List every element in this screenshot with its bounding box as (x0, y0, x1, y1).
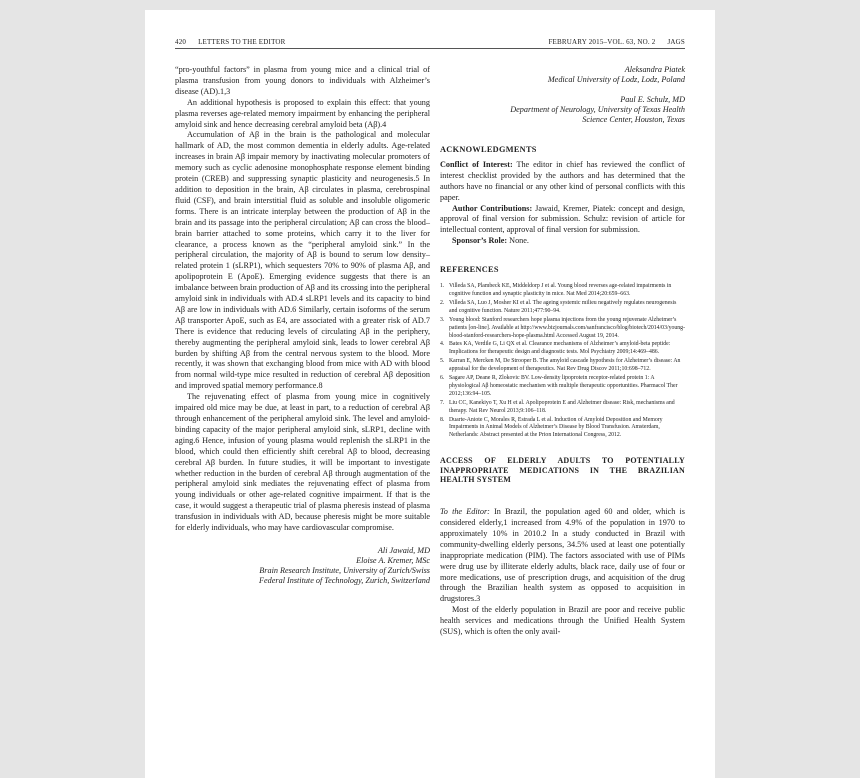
reference-text: Bates KA, Verdile G, Li QX et al. Clearance mechanisms of Alzheimer’s amyloid-beta peptide: Implications for therapeutic design and diagnostic tests. Mol Psychiatry 2009;14:469–486. (449, 341, 671, 356)
reference-item: 7. Liu CC, Kanekiyo T, Xu H et al. Apolipoprotein E and Alzheimer disease: Risk, mechanisms and therapy. Nat Rev Neurol 2013;9:106–118. (440, 400, 685, 416)
contributions-text: Jawaid, Kremer, Piatek: concept and design, approval of final version for submission. Schulz: revision of article for intellectual content, approval of final version for submission. (440, 203, 685, 235)
signature-line: Science Center, Houston, Texas (582, 115, 685, 124)
signature-line: Eloise A. Kremer, MSc (356, 555, 430, 565)
author-signature (440, 95, 685, 125)
author-contributions (440, 204, 685, 237)
reference-item: 1. Villeda SA, Plambeck KE, Middeldorp J et al. Young blood reverses age-related impairments in cognitive function and synaptic plasticity in mice. Nat Med 2014;20:659–663. (440, 283, 685, 299)
reference-text: Karran E, Mercken M, De Strooper B. The amyloid cascade hypothesis for Alzheimer’s disease: An appraisal for the development of therapeutics. Nat Rev Drug Discov 2011;10:698–712. (449, 358, 681, 373)
left-column (175, 65, 430, 586)
reference-text: Duarte-Aniote C, Morales R, Estrada L et al. Induction of Amyloid Deposition and Memory Impairments in Animal Models of Alzheimer’s Disease by Blood Transfusion. Amsterdam, Netherlands: Abstract presented at the Prion International Congress, 2012. (449, 416, 663, 439)
signature-line: Department of Neurology, University of Texas Health (510, 105, 685, 114)
paragraph: Accumulation of Aβ in the brain is the pathological and molecular hallmark of AD, the most common dementia in elderly adults. Age-related increases in brain Aβ impair memory by inactivating molecular promoters of memory such as cyclic adenosine monophosphate response element binding protein (CREB) and suppressing synaptic plasticity and neurogenesis.5 In addition to deposition in the brain, Aβ circulates in plasma, cerebrospinal fluid (CSF), and brain interstitial fluid as soluble and insoluble oligomeric forms. There is an intricate interplay between the production of Aβ in the brain and its passage into the peripheral circulation; Aβ can cross the blood–brain barrier attached to some proteins, which carry it to the liver for clearance, a process known as the “peripheral amyloid sink.” In the peripheral circulation, the majority of Aβ is bound to serum low density–related protein 1 (sLRP1), which sequesters 70% to 90% of plasma Aβ, and apolipoprotein E (ApoE). Emerging evidence suggests that there is an imbalance between brain production of Aβ and its crossing into the peripheral amyloid sink in individuals with AD.4 sLRP1 levels and its capacity to bind Aβ are low in individuals with AD.6 Similarly, certain isoforms of the serum Aβ transporter ApoE, such as E4, are associated with a greater risk of AD.7 There is evidence that reducing levels of circulating Aβ in the periphery, thereby augmenting the peripheral amyloid sink, leads to lower cerebral Aβ burden by shifting Aβ from the central nervous system to the blood. More recently, it was shown that exchanging blood from mice with AD with blood from normal wild-type mice resulted in reduction of cerebral Aβ deposition and improved spatial memory performance.8 (175, 130, 430, 391)
signature-line: Aleksandra Piatek (624, 65, 685, 74)
reference-item: 6. Sagare AP, Deane R, Zlokovic BV. Low-density lipoprotein receptor-related protein 1: A physiological Aβ homeostatic mechanism with multiple therapeutic opportunities. Pharmacol Ther 2012;136:94–105. (440, 375, 685, 399)
reference-text: Sagare AP, Deane R, Zlokovic BV. Low-density lipoprotein receptor-related protein 1: A physiological Aβ homeostatic mechanism with multiple therapeutic opportunities. Pharmacol Ther 2012;136:94–105. (449, 375, 678, 397)
issue-info: FEBRUARY 2015–VOL. 63, NO. 2 (548, 38, 656, 46)
article-text: In Brazil, the population aged 60 and older, which is considered elderly,1 increased from 4.9% of the population in 1970 to approximately 10% in 2010.2 In a study conducted in Brazil with community-dwelling elderly persons, 34.5% used at least one potentially inappropriate medication (PIM). The factors associated with use of PIMs were drug use by illiterate elderly adults, black race, daily use of four or more medications, use of prescription drugs, and acquisition of the drug through the Brazilian health system as opposed to acquisition in drugstores.3 (440, 507, 685, 604)
conflict-of-interest (440, 160, 685, 204)
signature-line: Paul E. Schulz, MD (620, 95, 685, 104)
reference-text: Villeda SA, Plambeck KE, Middeldorp J et al. Young blood reverses age-related impairments in cognitive function and synaptic plasticity in mice. Nat Med 2014;20:659–663. (449, 283, 672, 297)
sponsor-role (440, 236, 685, 247)
reference-text: Villeda SA, Luo J, Mosher KI et al. The ageing systemic milieu negatively regulates neurogenesis and cognitive function. Nature 2011;477:90–94. (449, 299, 677, 314)
reference-item: 4. Bates KA, Verdile G, Li QX et al. Clearance mechanisms of Alzheimer’s amyloid-beta peptide: Implications for therapeutic design and diagnostic tests. Mol Psychiatry 2009;14:469–486. (440, 341, 685, 357)
author-signature (440, 65, 685, 85)
signature-line: Medical University of Lodz, Lodz, Poland (547, 75, 685, 84)
coi-label: Conflict of Interest: (440, 159, 513, 169)
reference-text: Liu CC, Kanekiyo T, Xu H et al. Apolipoprotein E and Alzheimer disease: Risk, mechanisms and therapy. Nat Rev Neurol 2013;9:106–118. (449, 399, 675, 414)
article-title: ACCESS OF ELDERLY ADULTS TO POTENTIALLY INAPPROPRIATE MEDICATIONS IN THE BRAZILIAN HEALTH SYSTEM (440, 456, 685, 485)
reference-item: 2. Villeda SA, Luo J, Mosher KI et al. The ageing systemic milieu negatively regulates neurogenesis and cognitive function. Nature 2011;477:90–94. (440, 300, 685, 316)
author-signature (175, 546, 430, 586)
running-header (175, 38, 685, 49)
journal-page (145, 10, 715, 778)
page-number: 420 (175, 38, 187, 46)
paragraph: The rejuvenating effect of plasma from young mice in cognitively impaired old mice may be due, at least in part, to a reduction of cerebral Aβ through enhancement of the peripheral amyloid sink. The level and amyloid-binding capacity of the major peripheral amyloid sink, sLRP1, decline with aging.6 Hence, infusion of young plasma would replenish the sLRP1 in the blood, which could then efficiently shift cerebral Aβ to blood, decreasing cerebral Aβ burden. In future studies, it will be important to investigate whether reduction in the burden of cerebral Aβ through augmentation of the peripheral amyloid sink mediates the rejuvenating effect of plasma from young individuals or other age-related cognitive impairment. If that is the case, it would suggest a therapeutic trial of plasma pheresis instead of plasma transfusion in individuals with AD, because pheresis might be more suitable for elderly individuals, who may have cardiovascular compromise. (175, 392, 430, 533)
reference-item: 5. Karran E, Mercken M, De Strooper B. The amyloid cascade hypothesis for Alzheimer’s disease: An appraisal for the development of therapeutics. Nat Rev Drug Discov 2011;10:698–712. (440, 358, 685, 374)
article-paragraph (440, 507, 685, 605)
journal-name: JAGS (667, 38, 685, 46)
signature-line: Ali Jawaid, MD (377, 545, 430, 555)
article-paragraph: Most of the elderly population in Brazil are poor and receive public health services and medications through the Unified Health System (SUS), which is often the only avail- (440, 605, 685, 637)
reference-item: 8. Duarte-Aniote C, Morales R, Estrada L et al. Induction of Amyloid Deposition and Memory Impairments in Animal Models of Alzheimer’s Disease by Blood Transfusion. Amsterdam, Netherlands: Abstract presented at the Prion International Congress, 2012. (440, 417, 685, 441)
reference-text: Young blood: Stanford researchers hope plasma injections from the young rejuvenate Alzheimer’s patients [on-line]. Available at http://www.bizjournals.com/sanfrancisco/blog/biotech/2014/03/young-blood-stanford-researchers-hope-plasma.html Accessed August 19, 2014. (449, 316, 686, 339)
sponsor-text: None. (507, 236, 529, 246)
coi-text: The editor in chief has reviewed the conflict of interest checklist provided by the authors and has determined that the authors have no financial or any other kind of personal conflicts with this paper. (440, 159, 685, 202)
acknowledgments-heading: ACKNOWLEDGMENTS (440, 145, 537, 154)
signature-line: Federal Institute of Technology, Zurich, Switzerland (259, 575, 430, 585)
sponsor-label: Sponsor’s Role: (452, 236, 508, 246)
references-heading: REFERENCES (440, 265, 499, 275)
reference-list (440, 283, 685, 440)
paragraph: An additional hypothesis is proposed to explain this effect: that young plasma reverses age-related memory impairment by enhancing the peripheral amyloid sink and hence decreasing cerebral amyloid beta (Aβ).4 (175, 97, 430, 129)
salutation: To the Editor: (440, 507, 490, 517)
section-name: LETTERS TO THE EDITOR (198, 38, 286, 46)
reference-item: 3. Young blood: Stanford researchers hope plasma injections from the young rejuvenate Alzheimer’s patients [on-line]. Available at http://www.bizjournals.com/sanfrancisco/blog/biotech/2014/03/young-blood-stanford-researchers-hope-plasma.html Accessed August 19, 2014. (440, 316, 686, 339)
contributions-label: Author Contributions: (452, 203, 533, 213)
signature-line: Brain Research Institute, University of Zurich/Swiss (259, 565, 430, 575)
paragraph: “pro-youthful factors” in plasma from young mice and a clinical trial of plasma transfusion from young donors to individuals with Alzheimer’s disease (AD).1,3 (175, 65, 430, 96)
right-column (440, 65, 685, 638)
